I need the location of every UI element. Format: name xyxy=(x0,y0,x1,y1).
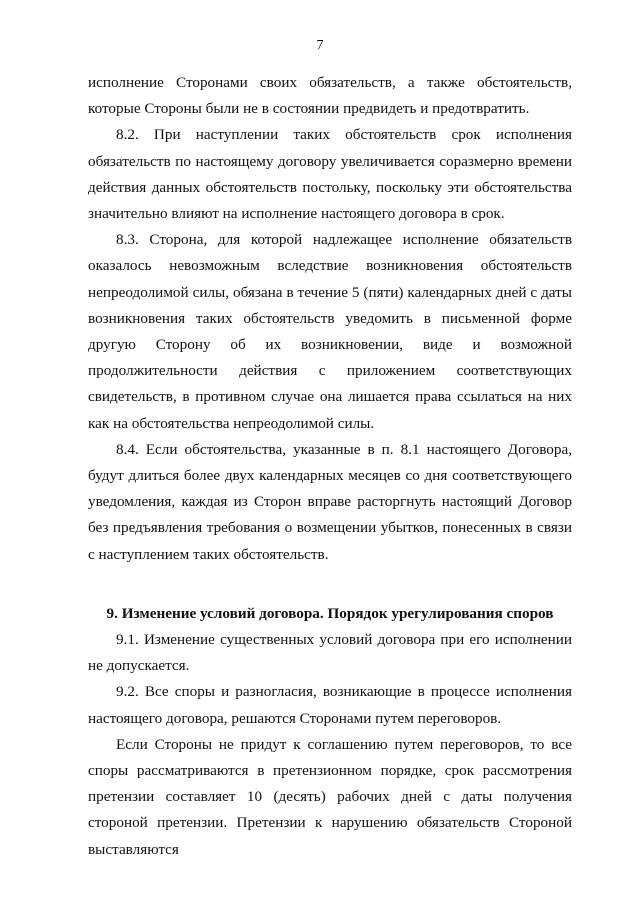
document-body xyxy=(88,70,572,863)
page-number: 7 xyxy=(316,38,324,53)
paragraph-8-4: 8.4. Если обстоятельства, указанные в п. 8.1 настоящего Договора, будут длиться более двух календарных месяцев со дня соответствующего уведомления, каждая из Сторон вправе расторгнуть настоящий Договор без предъявления требования о возмещении убытков, понесенных в связи с наступлением таких обстоятельств. xyxy=(88,440,572,563)
paragraph-8-2: 8.2. При наступлении таких обстоятельств срок исполнения обязательств по настоящему договору увеличивается соразмерно времени действия данных обстоятельств постольку, поскольку эти обстоятельства значительно влияют на исполнение настоящего договора в срок. xyxy=(88,126,572,223)
paragraph-8-1-continuation: исполнение Сторонами своих обязательств, а также обстоятельств, которые Стороны были не в состоянии предвидеть и предотвратить. xyxy=(88,74,572,118)
paragraph-9-2-continuation: Если Стороны не придут к соглашению путем переговоров, то все споры рассматриваются в претензионном порядке, срок рассмотрения претензии составляет 10 (десять) рабочих дней с даты получения стороной претензии. Претензии к нарушению обязательств Стороной выставляются xyxy=(88,735,572,858)
paragraph-9-2: 9.2. Все споры и разногласия, возникающие в процессе исполнения настоящего договора, решаются Сторонами путем переговоров. xyxy=(88,683,572,727)
paragraph-9-1: 9.1. Изменение существенных условий договора при его исполнении не допускается. xyxy=(88,631,572,675)
section-9-heading: 9. Изменение условий договора. Порядок урегулирования споров xyxy=(106,604,554,622)
paragraph-8-3: 8.3. Сторона, для которой надлежащее исполнение обязательств оказалось невозможным вследствие возникновения обстоятельств непреодолимой силы, обязана в течение 5 (пяти) календарных дней с даты возникновения таких обстоятельств уведомить в письменной форме другую Сторону об их возникновении, виде и возможной продолжительности действия с приложением соответствующих свидетельств, в противном случае она лишается права ссылаться на них как на обстоятельства непреодолимой силы. xyxy=(88,231,572,432)
